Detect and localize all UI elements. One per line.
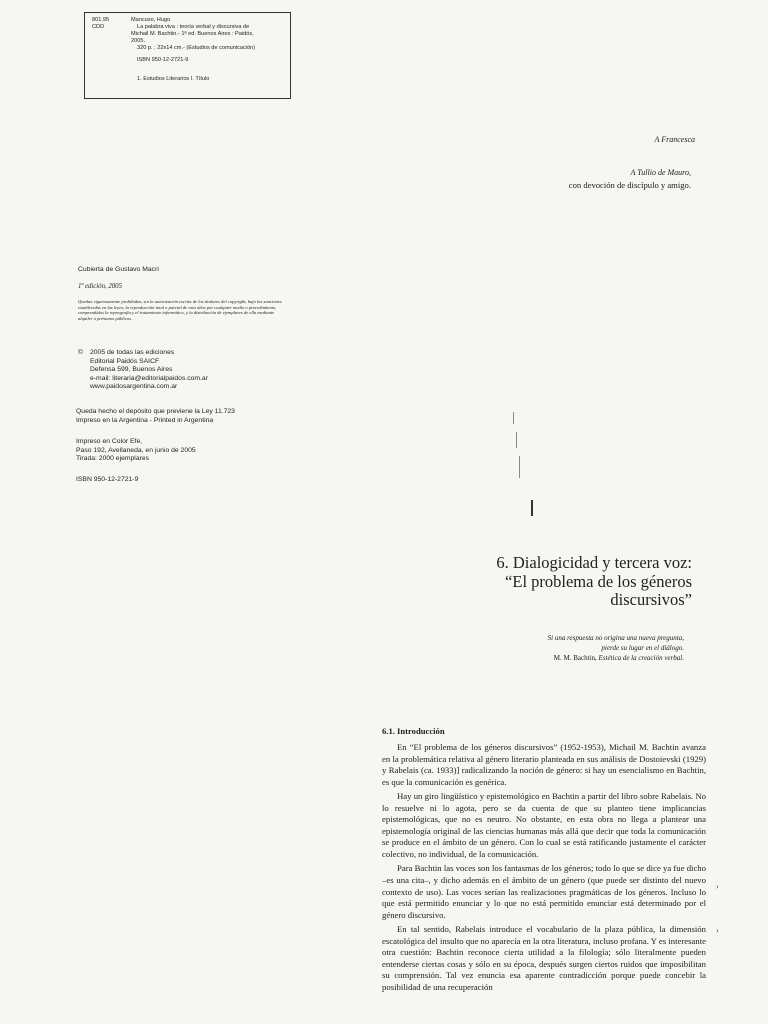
printer-line: Paso 192, Avellaneda, en junio de 2005 (76, 446, 196, 454)
catalog-title-line: 2005. (131, 38, 145, 44)
chapter-title-line: “El problema de los géneros (505, 571, 692, 591)
dedication-line: A Tullio de Mauro, (630, 168, 691, 177)
catalog-card (84, 12, 291, 99)
section-heading: 6.1. Introducción (382, 726, 445, 736)
cover-credit: Cubierta de Gustavo Macri (78, 266, 159, 273)
pencil-mark (519, 456, 520, 478)
catalog-author: Mancuso, Hugo (131, 17, 171, 23)
dedication-line: con devoción de discípulo y amigo. (568, 180, 691, 190)
copyright-line: 2005 de todas las ediciones (90, 349, 175, 356)
email-line: e-mail: literaria@editorialpaidos.com.ar (90, 374, 208, 382)
catalog-cdd: CDD (92, 24, 105, 30)
body-text (382, 742, 706, 996)
catalog-title-line: Michail M. Bachtin.- 1ª ed. Buenos Aires : Paidós, (131, 31, 254, 37)
chapter-title-line: 6. Dialogicidad y tercera voz: (496, 553, 692, 572)
catalog-subjects: 1. Estudios Literarios I. Título (137, 76, 210, 82)
epigraph-line: pierde su lugar en el diálogo. (601, 644, 684, 652)
dedication-line: A Francesca (654, 135, 695, 144)
copyright-symbol: © (78, 349, 84, 356)
pencil-mark (513, 412, 514, 424)
publisher-line: Editorial Paidós SAICF (90, 357, 160, 365)
epigraph-work: Estética de la creación verbal. (598, 654, 684, 662)
epigraph-author: M. M. Bachtin, (553, 654, 597, 662)
website-line: www.paidosargentina.com.ar (90, 383, 178, 391)
address-line: Defensa 599, Buenos Aires (90, 366, 173, 374)
deposit-line: Impreso en la Argentina - Printed in Argentina (76, 416, 214, 424)
deposit-line: Queda hecho el depósito que previene la Ley 11.723 (76, 408, 235, 415)
printer-line: Impreso en Color Efe, (76, 438, 143, 445)
margin-mark: › (716, 926, 719, 935)
edition-line: 1ª edición, 2005 (78, 283, 122, 290)
catalog-isbn: ISBN 950-12-2721-9 (137, 57, 189, 63)
pencil-mark (516, 432, 517, 448)
chapter-title (496, 554, 692, 610)
copyright-block (90, 349, 208, 392)
catalog-class-number: 801.95 (92, 17, 110, 23)
epigraph (548, 633, 684, 663)
margin-mark: › (716, 882, 719, 891)
epigraph-line: Si una respuesta no origina una nueva pregunta, (547, 634, 684, 642)
paragraph: En tal sentido, Rabelais introduce el vocabulario de la plaza pública, la dimensión escatológica del insulto que no aparecía en la otra literatura, incluso profana. Y es interesante otra cuestión: Bachtin reconoce cierta utilidad a la filología; sólo literalmente pueden entenderse ciertas cosas y sólo en su época, después surgen ciertos ruidos que imposibilitan su comprensión. Tal vez enuncia esa aparente contradicción porque puede concebir la posibilidad de una recuperación (382, 924, 706, 992)
paragraph: Para Bachtin las voces son los fantasmas de los géneros; todo lo que se dice ya fue dicho –es una cita–, y dicho además en el ámbito de un género (que puede ser distinto del nuevo contexto de uso). Las voces serían las realizaciones pragmáticas de los géneros. Incluso lo que está permitido enunciar y lo que no está permitido enunciar está determinado por el género discursivo. (382, 863, 706, 920)
paragraph: En “El problema de los géneros discursivos” (1952-1953), Michail M. Bachtin avanza en la problemática relativa al género literario planteada en sus análisis de Dostoievski (1929) y Rabelais (ca. 1933)] radicalizando la noción de género: si hay un esencialismo en Bachtin, es que la comunicación es genérica. (382, 742, 706, 787)
pencil-mark (531, 500, 533, 516)
catalog-title-line: La palabra viva : teoría verbal y discursiva de (137, 24, 250, 30)
paragraph: Hay un giro lingüístico y epistemológico en Bachtin a partir del libro sobre Rabelais. No lo resuelve ni lo agota, pero se da cuenta de que su planteo tiene implicancias epistemológicas, que no es neutro. No obstante, en esta obra no llega a plantear una epistemología original de las ciencias humanas más allá que decir que toda la comunicación se produce en el ámbito de un género. Con lo cual se está ratificando justamente el carácter colectivo, no individual, de la comunicación. (382, 791, 706, 859)
deposit-block (76, 408, 235, 425)
chapter-title-line: discursivos” (610, 590, 692, 609)
legal-notice: Quedan rigurosamente prohibidas, sin la autorización escrita de los titulares del copyright, bajo las sanciones establecidas en las leyes, la reproducción total o parcial de esta obra por cualquier medio o procedimiento, comprendidos la reprografía y el tratamiento informático, y la distribución de ejemplares de ella mediante alquiler o préstamo públicos. (78, 299, 282, 322)
credits-isbn: ISBN 950-12-2721-9 (76, 476, 139, 483)
catalog-title-line: 320 p. ; 22x14 cm.- (Estudios de comunicación) (137, 45, 256, 51)
printer-block (76, 438, 196, 464)
printer-line: Tirada: 2000 ejemplares (76, 455, 150, 463)
